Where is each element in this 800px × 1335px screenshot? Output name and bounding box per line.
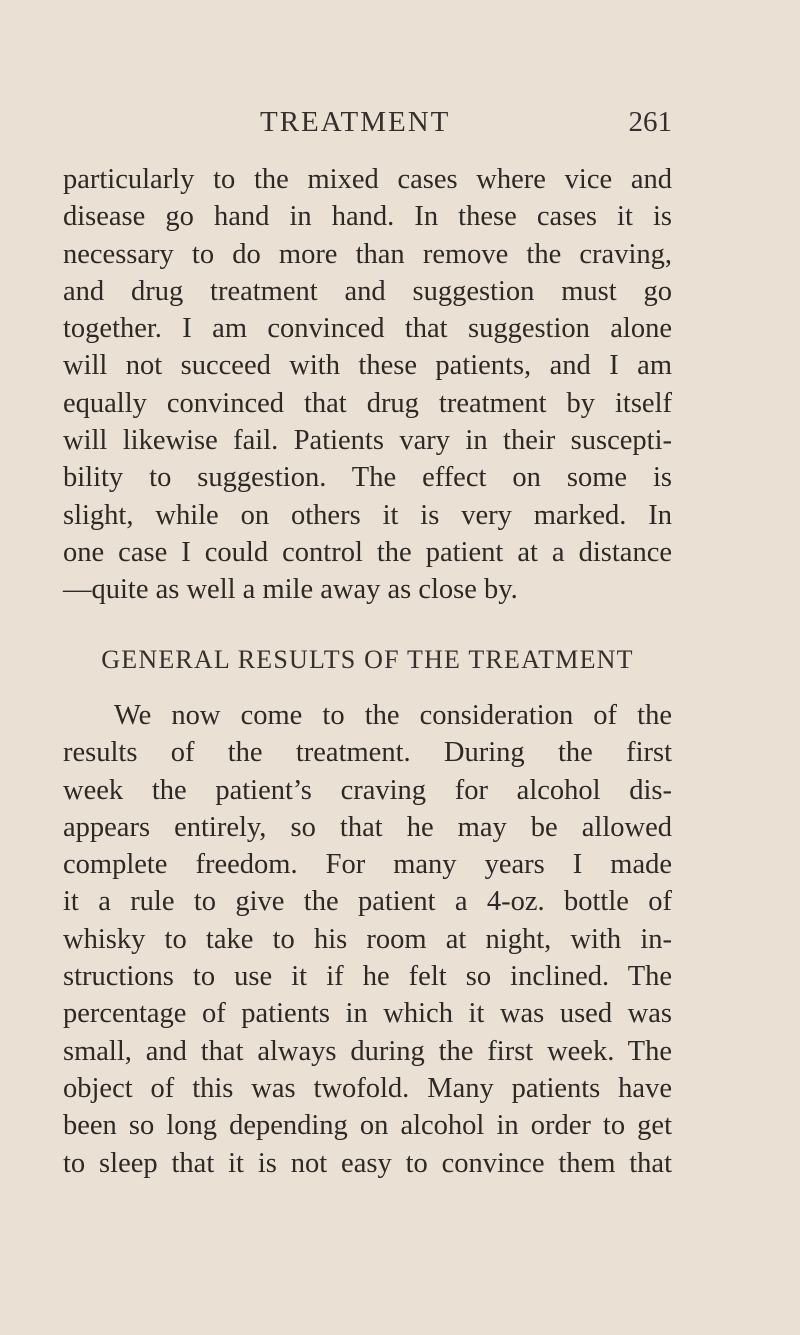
text-line: equally convinced that drug treatment by itself bbox=[63, 387, 672, 419]
text-line: one case I could control the patient at a distance bbox=[63, 536, 672, 568]
text-line: to sleep that it is not easy to convince them that bbox=[63, 1147, 672, 1179]
text-line: particularly to the mixed cases where vice and bbox=[63, 164, 672, 195]
page-number: 261 bbox=[628, 106, 672, 138]
text-line: bility to suggestion. The effect on some is bbox=[63, 462, 672, 494]
page-header bbox=[0, 104, 800, 140]
text-line: slight, while on others it is very marked. In bbox=[63, 499, 672, 531]
text-line: will not succeed with these patients, and I am bbox=[63, 350, 672, 382]
text-line: results of the treatment. During the first bbox=[63, 737, 672, 769]
text-line: it a rule to give the patient a 4-oz. bottle of bbox=[63, 886, 672, 918]
text-line: object of this was twofold. Many patients have bbox=[63, 1072, 672, 1104]
text-line: We now come to the consideration of the bbox=[114, 700, 672, 731]
text-line: been so long depending on alcohol in order to get bbox=[63, 1110, 672, 1142]
text-line: together. I am convinced that suggestion alone bbox=[63, 313, 672, 345]
text-line: and drug treatment and suggestion must go bbox=[63, 275, 672, 307]
text-line: disease go hand in hand. In these cases it is bbox=[63, 201, 672, 233]
text-line: complete freedom. For many years I made bbox=[63, 849, 672, 881]
running-head: TREATMENT bbox=[260, 106, 451, 138]
text-line: small, and that always during the first week. The bbox=[63, 1035, 672, 1067]
section-heading: GENERAL RESULTS OF THE TREATMENT bbox=[101, 645, 634, 674]
text-line: appears entirely, so that he may be allowed bbox=[63, 811, 672, 843]
text-line: structions to use it if he felt so inclined. The bbox=[63, 961, 672, 993]
text-line: week the patient’s craving for alcohol dis- bbox=[63, 774, 672, 806]
text-line: will likewise fail. Patients vary in their suscepti- bbox=[63, 425, 672, 457]
paragraph-results bbox=[63, 697, 672, 1182]
text-line: —quite as well a mile away as close by. bbox=[63, 574, 518, 606]
text-line: necessary to do more than remove the craving, bbox=[63, 238, 672, 270]
text-line: whisky to take to his room at night, with in- bbox=[63, 923, 672, 955]
paragraph-continued bbox=[63, 161, 672, 609]
text-line: percentage of patients in which it was used was bbox=[63, 998, 672, 1030]
